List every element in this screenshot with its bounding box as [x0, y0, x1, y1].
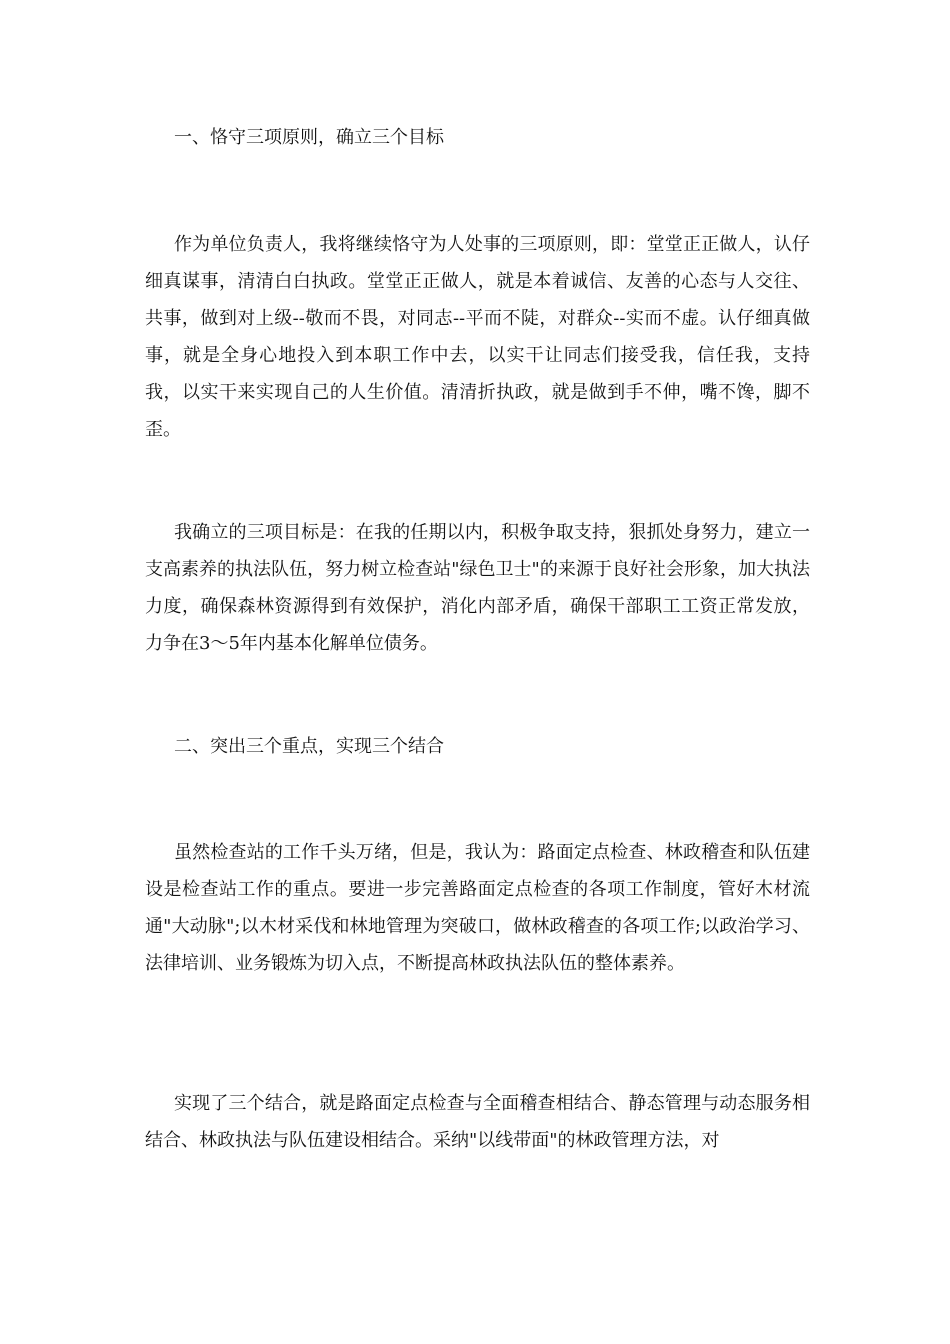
section-heading-2: 二、突出三个重点，实现三个结合 — [174, 736, 444, 757]
paragraph-goals: 我确立的三项目标是：在我的任期以内，积极争取支持，狠抓处身努力，建立一支高素养的执法队伍，努力树立检查站"绿色卫士"的来源于良好社会形象，加大执法力度，确保森林资源得到有效保护，消化内部矛盾，确保干部职工工资正常发放，力争在3～5年内基本化解单位债务。 — [145, 522, 810, 654]
section-heading-1: 一、恪守三项原则，确立三个目标 — [174, 127, 444, 148]
paragraph-principles: 作为单位负责人，我将继续恪守为人处事的三项原则，即：堂堂正正做人，认仔细真谋事，清清白白执政。堂堂正正做人，就是本着诚信、友善的心态与人交往、共事，做到对上级--敬而不畏，对同志--平而不陡，对群众--实而不虚。认仔细真做事，就是全身心地投入到本职工作中去，以实干让同志们接受我，信任我，支持我，以实干来实现自己的人生价值。清清折执政，就是做到手不伸，嘴不馋，脚不歪。 — [145, 234, 810, 440]
paragraph-combinations: 实现了三个结合，就是路面定点检查与全面稽查相结合、静态管理与动态服务相结合、林政执法与队伍建设相结合。采纳"以线带面"的林政管理方法，对 — [145, 1093, 810, 1151]
paragraph-key-points: 虽然检查站的工作千头万绪，但是，我认为：路面定点检查、林政稽查和队伍建设是检查站工作的重点。要进一步完善路面定点检查的各项工作制度，管好木材流通"大动脉";以木材采伐和林地管理为突破口，做林政稽查的各项工作;以政治学习、法律培训、业务锻炼为切入点，不断提高林政执法队伍的整体素养。 — [145, 842, 810, 974]
